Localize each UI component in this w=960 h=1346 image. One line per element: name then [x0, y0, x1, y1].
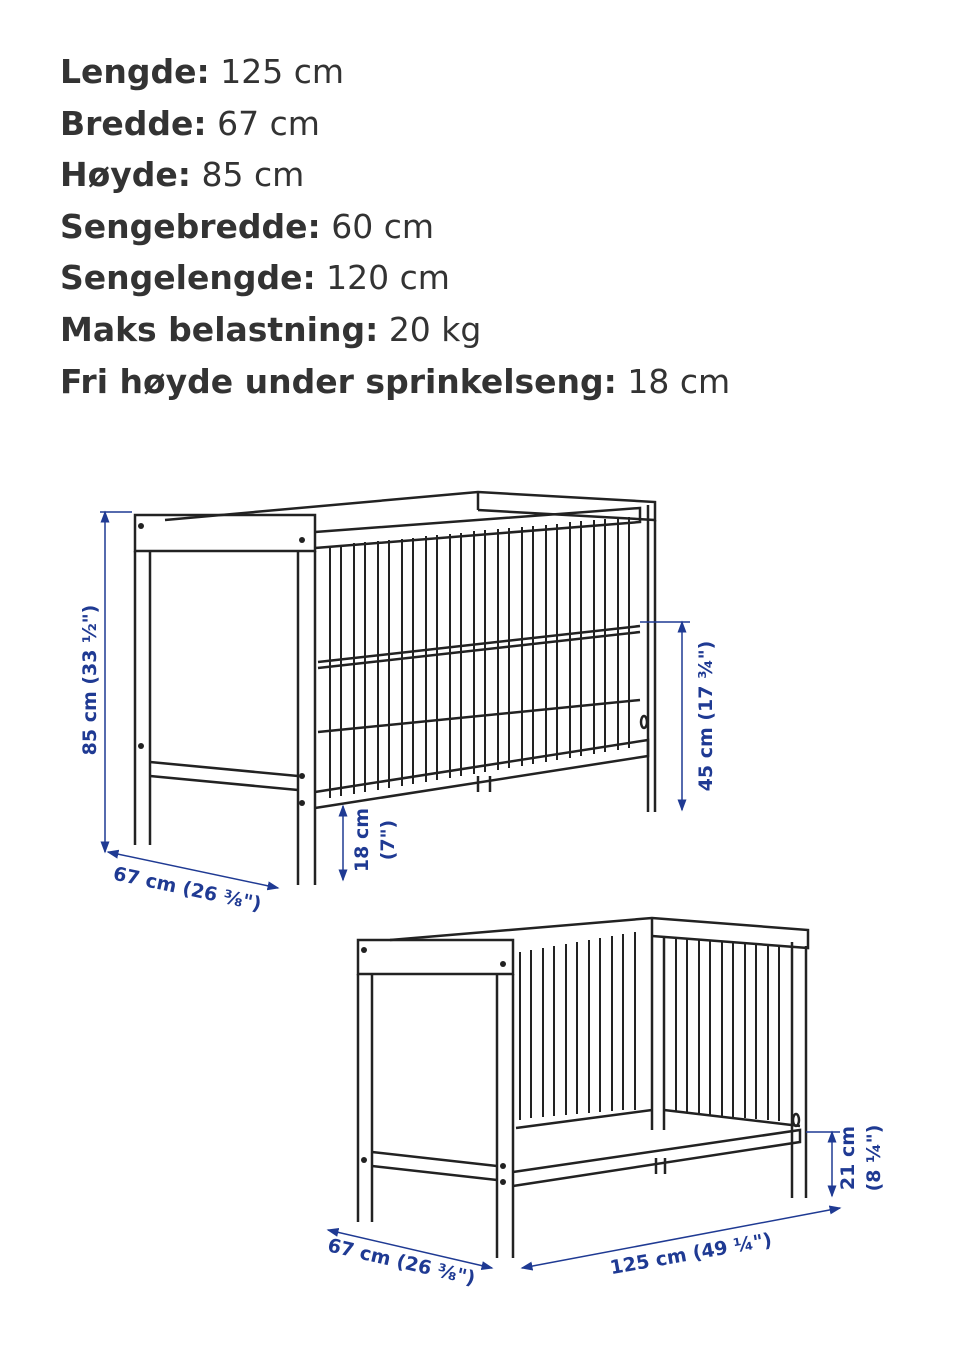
label-height: 85 cm (33 ½") — [79, 604, 101, 756]
label-mattress-height: 45 cm (17 ¾") — [695, 640, 717, 792]
crib-drawing-low — [358, 918, 808, 1258]
spec-bed-length: Sengelengde: 120 cm — [60, 258, 450, 298]
label-mattress-height-2-in: (8 ¼") — [863, 1124, 885, 1192]
spec-clearance: Fri høyde under sprinkelseng: 18 cm — [60, 361, 731, 401]
spec-length: Lengde: 125 cm — [60, 52, 345, 91]
label-mattress-height-2-cm: 21 cm — [837, 1125, 859, 1191]
spec-bed-width: Sengebredde: 60 cm — [60, 206, 435, 246]
label-floor-gap-cm: 18 cm — [351, 807, 373, 873]
label-floor-gap-in: (7") — [377, 819, 399, 861]
label-length: 125 cm (49 ¼") — [608, 1229, 774, 1280]
crib-bolts-low — [361, 947, 506, 1185]
spec-max-load: Maks belastning: 20 kg — [60, 309, 482, 349]
label-width: 67 cm (26 ⅜") — [111, 862, 264, 916]
spec-width: Bredde: 67 cm — [60, 103, 320, 143]
label-width-2: 67 cm (26 ⅜") — [325, 1234, 478, 1290]
spec-height: Høyde: 85 cm — [60, 155, 305, 195]
